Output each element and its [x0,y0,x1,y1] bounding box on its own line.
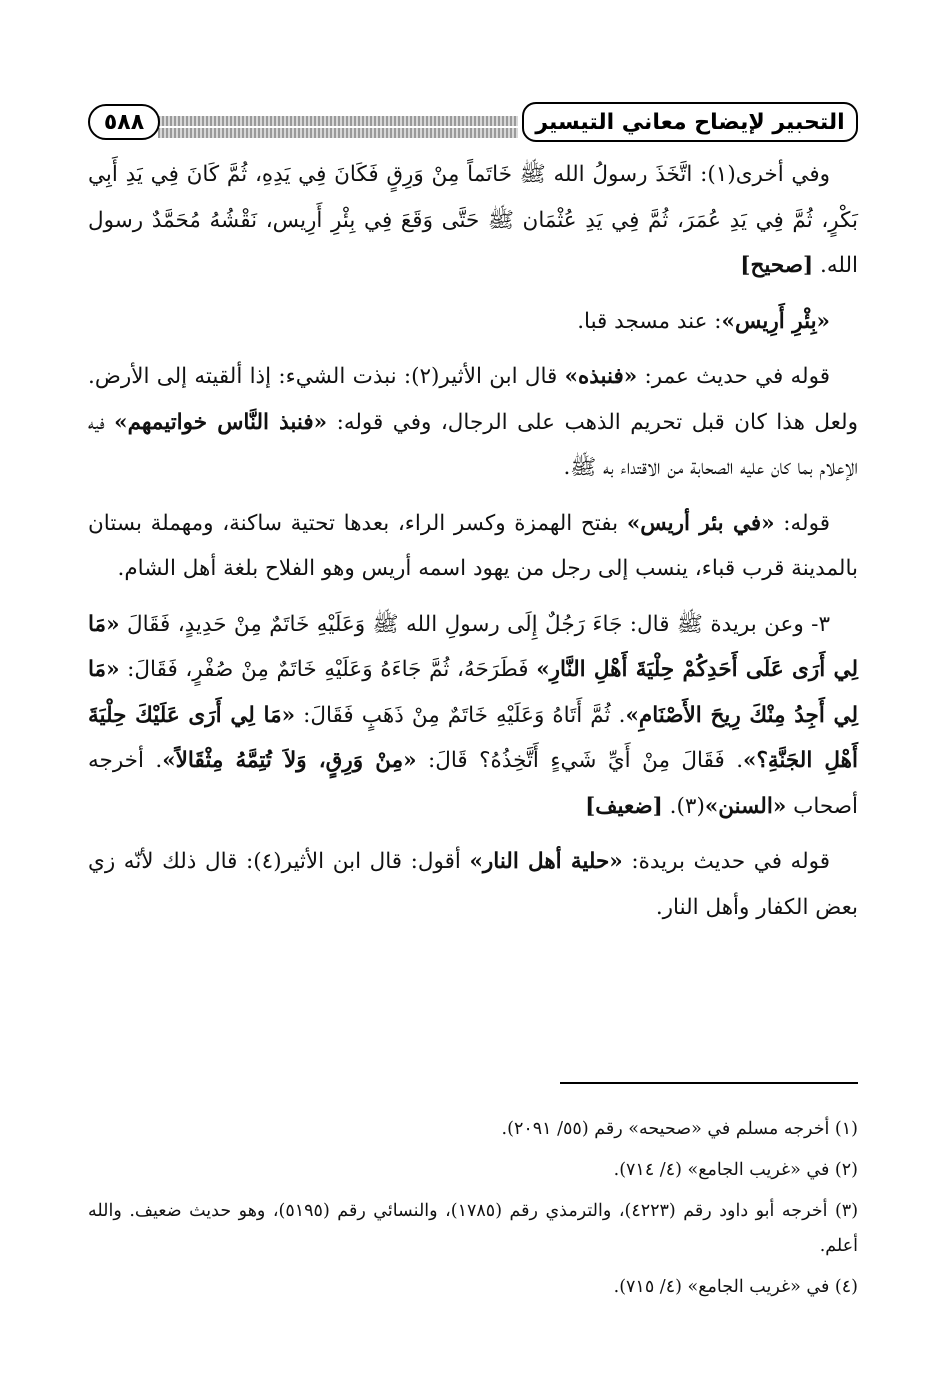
paragraph-1 [88,152,858,289]
text: . فَقَالَ مِنْ أَيِّ شَيءٍ أَتَّخِذُهُ؟ قَالَ: [416,748,744,773]
quote: «مَا لِي أَرَى عَلَيْكَ حِلْيَةَ أَهْلِ الجَنَّةِ؟» [88,702,858,773]
text: قوله في حديث بريدة: [622,849,831,874]
paragraph-5 [88,602,858,830]
footnote-1: (١) أخرجه مسلم في «صحيحه» رقم (٥٥/ ٢٠٩١). [501,1119,858,1139]
quote: «مَا لِي أَرَى عَلَى أَحَدِكُمْ حِلْيَةَ أَهْلِ النَّارِ» [88,611,858,682]
text: . ثُمَّ أَتَاهُ وَعَلَيْهِ خَاتَمٌ مِنْ ذَهَبٍ فَقَالَ: [295,702,626,728]
footnote-divider [560,1082,858,1084]
page-number: ٥٨٨ [88,104,160,140]
term: «بِئْرِ أَرِيس» [721,308,830,334]
paragraph-2 [88,299,858,345]
term: «فنبذ النَّاس خواتيمهم» [114,409,328,435]
header-ornament-bar [158,116,518,126]
footnotes [88,1112,858,1311]
text: بفتح الهمزة وكسر الراء، بعدها تحتية ساكنة، ومهملة بستان بالمدينة قرب قباء، ينسب إلى رجل من يهود اسمه أريس وهو الفلاح بلغة أهل الشام. [88,510,858,581]
main-text [88,152,858,940]
grade-label: [ضعيف] [585,793,663,819]
page-header [88,98,858,154]
text: قوله في حديث عمر: [637,364,830,389]
term: «فنبذه» [564,364,638,389]
hadith-text: وفي أخرى(١): اتَّخَذَ رسولُ الله ﷺ خَاتَماً مِنْ وَرِقٍ فَكَانَ فِي يَدِهِ، ثُمَّ كَانَ فِي يَدِ أَبِي بَكْرٍ، ثُمَّ فِي يَدِ عُمَرَ، ثُمَّ فِي يَدِ عُثْمَان ﷺ حَتَّى وَقَعَ فِي بِئْرِ أَرِيس، نَقْشُهُ مُحَمَّدٌ رسول الله. [88,162,858,278]
footnote-2: (٢) في «غريب الجامع» (٤/ ٧١٤). [613,1160,858,1180]
text: فيه الإعلام بما كان عليه الصحابة من الاقتداء به ﷺ. [88,409,858,480]
text: : عند مسجد قبا. [577,308,722,334]
footnote-3: (٣) أخرجه أبو داود رقم (٤٢٢٣)، والترمذي رقم (١٧٨٥)، والنسائي رقم (٥١٩٥)، وهو حديث ضعيف. والله أعلم. [88,1201,859,1256]
text: قال ابن الأثير(٢): نبذت الشيء: إذا ألقيته إلى الأرض. ولعل هذا كان قبل تحريم الذهب على الرجال، وفي قوله: [88,364,858,435]
header-ornament-bar [158,128,518,138]
text: قوله: [774,510,830,536]
grade-label: [صحيح] [740,253,814,278]
quote: «مِنْ وَرِقٍ، وَلاَ تُتِمَّهُ مِثْقَالاً» [162,748,417,773]
paragraph-6 [88,839,858,930]
term: «في بئر أريس» [626,510,775,536]
text: فَطَرَحَهُ، ثُمَّ جَاءَهُ وَعَلَيْهِ خَاتَمٌ مِنْ صُفْرٍ، فَقَالَ: [119,657,537,682]
term: «السنن» [704,793,787,819]
quote: «مَا لِي أَجِدُ مِنْكَ رِيحَ الأَصْنَامِ» [88,657,859,728]
text: (٣). [662,793,705,819]
paragraph-3 [88,354,858,491]
text: ٣- وعن بريدة ﷺ قال: جَاءَ رَجُلٌ إِلَى رسولِ الله ﷺ وَعَلَيْهِ خَاتَمٌ مِنْ حَدِيدٍ، فَقَالَ [119,611,830,637]
footnote-4: (٤) في «غريب الجامع» (٤/ ٧١٥). [613,1277,858,1297]
paragraph-4 [88,501,858,592]
text: أقول: قال ابن الأثير(٤): قال ذلك لأنّه زي بعض الكفار وأهل النار. [88,849,858,920]
text: . أخرجه أصحاب [88,748,858,819]
term: «حلية أهل النار» [469,849,623,874]
book-title: التحبير لإيضاح معاني التيسير [522,102,858,142]
